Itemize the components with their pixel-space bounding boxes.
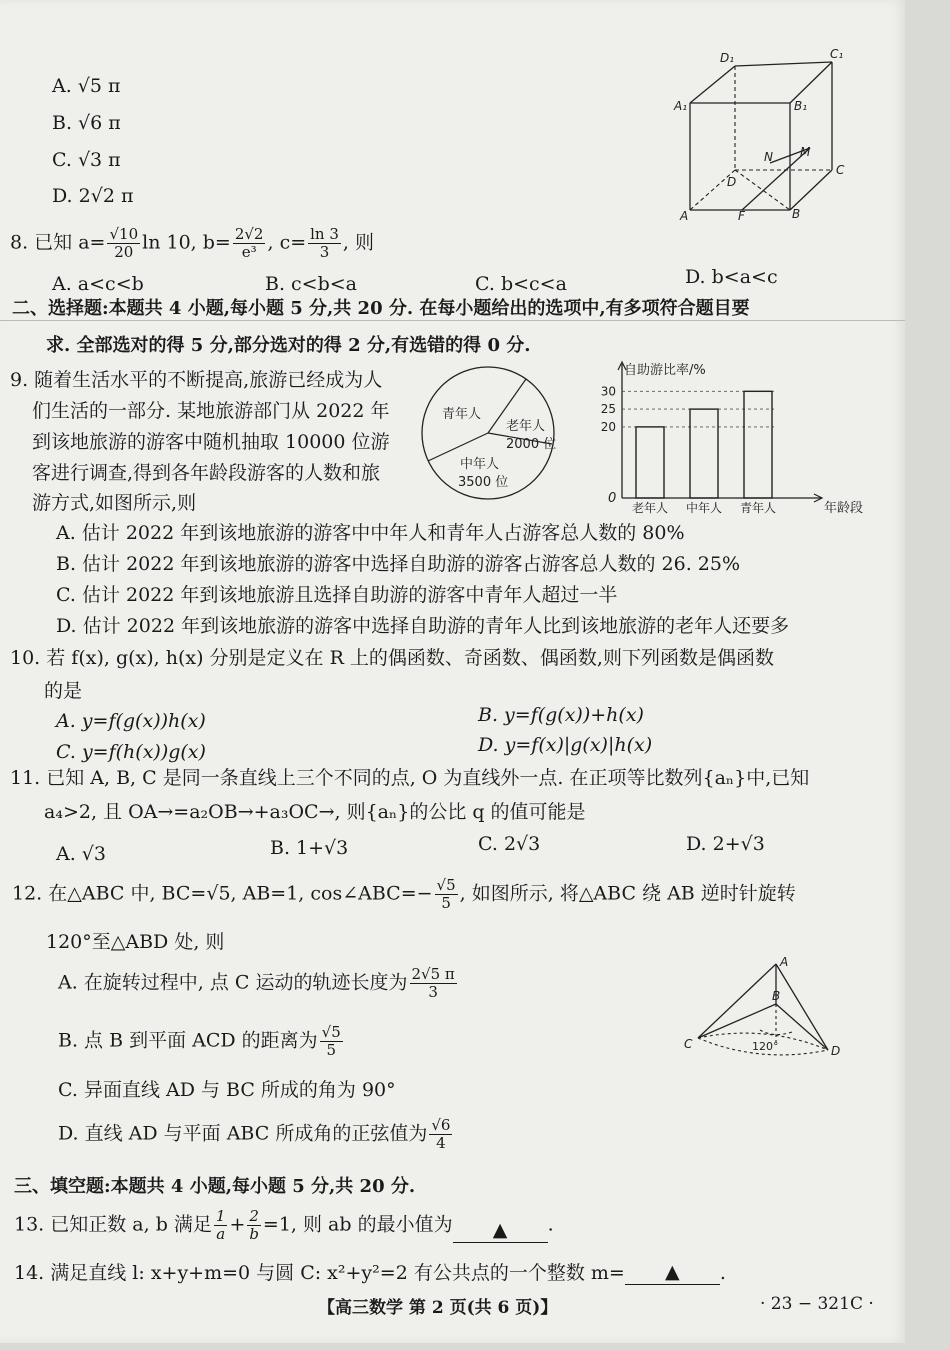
fig12-angle: 120° bbox=[752, 1040, 779, 1053]
q8-a-den: 20 bbox=[114, 243, 134, 261]
cube-label-d1: D₁ bbox=[720, 51, 735, 65]
q9-stem-l4: 客进行调查,得到各年龄段游客的人数和旅 bbox=[32, 462, 381, 484]
q8-c-den: 3 bbox=[319, 243, 330, 261]
y-tick-label: 30 bbox=[600, 384, 616, 399]
q10-option-d: D. y=f(x)|g(x)|h(x) bbox=[478, 734, 653, 756]
y-tick-label: 20 bbox=[600, 419, 616, 434]
q9-option-a: A. 估计 2022 年到该地旅游的游客中中年人和青年人占游客总人数的 80% bbox=[56, 522, 685, 544]
q8-b-tail: , c= bbox=[267, 231, 307, 254]
q12-option-a-den: 3 bbox=[428, 983, 438, 1001]
q13-f2-den: b bbox=[249, 1225, 259, 1243]
fig12-label-c: C bbox=[684, 1037, 693, 1051]
q11-stem-l1: 11. 已知 A, B, C 是同一条直线上三个不同的点, O 为直线外一点. 在正项等比数列{aₙ}中,已知 bbox=[10, 767, 810, 789]
cube-label-m: M bbox=[800, 145, 811, 159]
section2-line1: 二、选择题:本题共 4 小题,每小题 5 分,共 20 分. 在每小题给出的选项中,有多项符合题目要 bbox=[12, 298, 750, 319]
q12-option-b-text: B. 点 B 到平面 ACD 的距离为 bbox=[58, 1029, 318, 1052]
q8-a-tail: ln 10, b= bbox=[142, 231, 231, 254]
q13-end: . bbox=[547, 1213, 554, 1236]
q12-option-d-den: 4 bbox=[436, 1134, 446, 1152]
q7-option-a: A. √5 π bbox=[52, 75, 121, 97]
q7-option-b: B. √6 π bbox=[52, 112, 121, 134]
q9-stem-l5: 游方式,如图所示,则 bbox=[32, 492, 197, 514]
pie-chart bbox=[418, 366, 563, 501]
fold-line bbox=[0, 320, 905, 321]
bar-3 bbox=[744, 391, 772, 498]
q9-stem-l1: 9. 随着生活水平的不断提高,旅游已经成为人 bbox=[10, 369, 383, 391]
q8-stem bbox=[10, 226, 374, 261]
q13-stem bbox=[14, 1208, 554, 1243]
fig12-label-a: A bbox=[780, 955, 789, 969]
q12-cos-fraction bbox=[435, 877, 458, 912]
q12-option-b-den: 5 bbox=[326, 1041, 336, 1059]
cube-label-c1: C₁ bbox=[830, 47, 844, 61]
q8-option-b: B. c<b<a bbox=[265, 273, 358, 295]
q12-cos-num: √5 bbox=[436, 876, 456, 894]
x-tick-label: 老年人 bbox=[631, 501, 669, 515]
q13-plus: + bbox=[229, 1213, 246, 1236]
cube-label-b: B bbox=[792, 207, 801, 221]
q11-option-d: D. 2+√3 bbox=[686, 833, 765, 855]
q10-option-a: A. y=f(g(x))h(x) bbox=[56, 710, 206, 732]
q11-option-b: B. 1+√3 bbox=[270, 837, 349, 859]
q12-option-d bbox=[58, 1117, 454, 1152]
q14-stem bbox=[14, 1260, 726, 1285]
q14-pre: 14. 满足直线 l: x+y+m=0 与圆 C: x²+y²=2 有公共点的一个整数 m= bbox=[14, 1262, 625, 1284]
q8-c-num: ln 3 bbox=[310, 225, 339, 243]
fig12-label-b: B bbox=[772, 989, 781, 1003]
q13-f2-num: 2 bbox=[249, 1207, 259, 1225]
bar-2 bbox=[690, 409, 718, 498]
q13-post: =1, 则 ab 的最小值为 bbox=[262, 1213, 453, 1236]
cube-label-f: F bbox=[738, 209, 745, 223]
q11-option-c: C. 2√3 bbox=[478, 833, 541, 855]
q10-option-c: C. y=f(h(x))g(x) bbox=[56, 741, 206, 763]
q8-option-a: A. a<c<b bbox=[52, 273, 144, 295]
q14-answer-blank[interactable]: ▲ bbox=[625, 1260, 720, 1285]
q12-option-b-fraction bbox=[320, 1024, 343, 1059]
cube-label-a1: A₁ bbox=[674, 99, 688, 113]
pie-label-mid: 中年人 bbox=[460, 457, 500, 472]
q12-option-d-fraction bbox=[429, 1117, 452, 1152]
q8-stem-pre: 8. 已知 a= bbox=[10, 231, 106, 254]
q7-option-c: C. √3 π bbox=[52, 149, 121, 171]
bar-chart bbox=[592, 358, 864, 518]
q9-option-b: B. 估计 2022 年到该地旅游的游客中选择自助游的游客占游客总人数的 26. 25% bbox=[56, 553, 741, 575]
q13-fraction-2 bbox=[247, 1208, 261, 1243]
q13-f1-den: a bbox=[216, 1225, 226, 1243]
q12-option-c: C. 异面直线 AD 与 BC 所成的角为 90° bbox=[58, 1079, 396, 1101]
q12-stem-l1 bbox=[12, 877, 796, 912]
pie-label-mid-count: 3500 位 bbox=[458, 475, 509, 490]
cube-label-c: C bbox=[836, 163, 845, 177]
origin-label: 0 bbox=[608, 491, 617, 506]
q8-option-c: C. b<c<a bbox=[475, 273, 567, 295]
pie-label-old-count: 2000 位 bbox=[506, 437, 557, 452]
fig12-label-d: D bbox=[831, 1044, 841, 1058]
bar-1 bbox=[636, 427, 664, 498]
q10-option-b: B. y=f(g(x))+h(x) bbox=[478, 704, 644, 726]
section3-title: 三、填空题:本题共 4 小题,每小题 5 分,共 20 分. bbox=[14, 1176, 416, 1197]
q8-a-fraction bbox=[107, 226, 140, 261]
x-tick-label: 中年人 bbox=[685, 501, 723, 515]
q13-pre: 13. 已知正数 a, b 满足 bbox=[14, 1213, 212, 1236]
pie-label-old: 老年人 bbox=[506, 419, 546, 434]
q7-option-d: D. 2√2 π bbox=[52, 185, 134, 207]
pie-label-young: 青年人 bbox=[442, 407, 482, 422]
q12-option-d-num: √6 bbox=[431, 1116, 451, 1134]
x-axis-label: 年龄段 bbox=[824, 501, 864, 516]
q12-option-a-text: A. 在旋转过程中, 点 C 运动的轨迹长度为 bbox=[58, 971, 408, 994]
q9-option-c: C. 估计 2022 年到该地旅游且选择自助游的游客中青年人超过一半 bbox=[56, 584, 618, 606]
q12-stem-post: , 如图所示, 将△ABC 绕 AB 逆时针旋转 bbox=[459, 882, 796, 905]
q10-stem-l2: 的是 bbox=[44, 680, 83, 702]
cube-label-b1: B₁ bbox=[794, 99, 808, 113]
q12-stem-pre: 12. 在△ABC 中, BC=√5, AB=1, cos∠ABC=− bbox=[12, 882, 433, 905]
cube-figure bbox=[660, 48, 850, 228]
q12-option-b-num: √5 bbox=[321, 1023, 341, 1041]
q8-c-fraction bbox=[308, 226, 341, 261]
q12-option-d-text: D. 直线 AD 与平面 ABC 所成角的正弦值为 bbox=[58, 1122, 428, 1145]
section2-line2: 求. 全部选对的得 5 分,部分选对的得 2 分,有选错的得 0 分. bbox=[46, 335, 531, 356]
q10-stem-l1: 10. 若 f(x), g(x), h(x) 分别是定义在 R 上的偶函数、奇函数、偶函数,则下列函数是偶函数 bbox=[10, 647, 774, 669]
q12-option-a-fraction bbox=[410, 966, 457, 1001]
paper-code: · 23 − 321C · bbox=[760, 1294, 874, 1314]
q13-fraction-1 bbox=[214, 1208, 228, 1243]
rotation-figure bbox=[680, 952, 850, 1064]
q8-b-den: e³ bbox=[241, 243, 257, 261]
q12-stem-l2: 120°至△ABD 处, 则 bbox=[46, 931, 225, 953]
q8-b-fraction bbox=[233, 226, 266, 261]
q12-option-b bbox=[58, 1024, 345, 1059]
q12-option-a-num: 2√5 π bbox=[411, 965, 455, 983]
q8-a-num: √10 bbox=[109, 225, 139, 243]
cube-label-n: N bbox=[764, 150, 773, 164]
x-tick-label: 青年人 bbox=[739, 501, 777, 515]
q8-option-d: D. b<a<c bbox=[685, 266, 778, 288]
q9-stem-l2: 们生活的一部分. 某地旅游部门从 2022 年 bbox=[32, 400, 390, 422]
q11-stem-l2: a₄>2, 且 OA→=a₂OB→+a₃OC→, 则{aₙ}的公比 q 的值可能是 bbox=[44, 801, 586, 823]
q9-option-d: D. 估计 2022 年到该地旅游的游客中选择自助游的青年人比到该地旅游的老年人还要多 bbox=[56, 615, 790, 637]
page-footer: 【高三数学 第 2 页(共 6 页)】 bbox=[318, 1298, 558, 1318]
q13-answer-blank[interactable]: ▲ bbox=[453, 1218, 548, 1243]
q12-cos-den: 5 bbox=[441, 894, 451, 912]
q13-f1-num: 1 bbox=[215, 1207, 226, 1225]
q12-option-a bbox=[58, 966, 459, 1001]
y-axis-label: 自助游比率/% bbox=[624, 363, 706, 378]
cube-label-a: A bbox=[680, 209, 689, 223]
q8-stem-end: , 则 bbox=[342, 231, 374, 254]
cube-label-d: D bbox=[727, 175, 737, 189]
q11-option-a: A. √3 bbox=[56, 843, 106, 865]
y-tick-label: 25 bbox=[600, 402, 616, 417]
q8-b-num: 2√2 bbox=[234, 225, 264, 243]
q14-end: . bbox=[719, 1262, 726, 1284]
q9-stem-l3: 到该地旅游的游客中随机抽取 10000 位游 bbox=[32, 431, 390, 453]
